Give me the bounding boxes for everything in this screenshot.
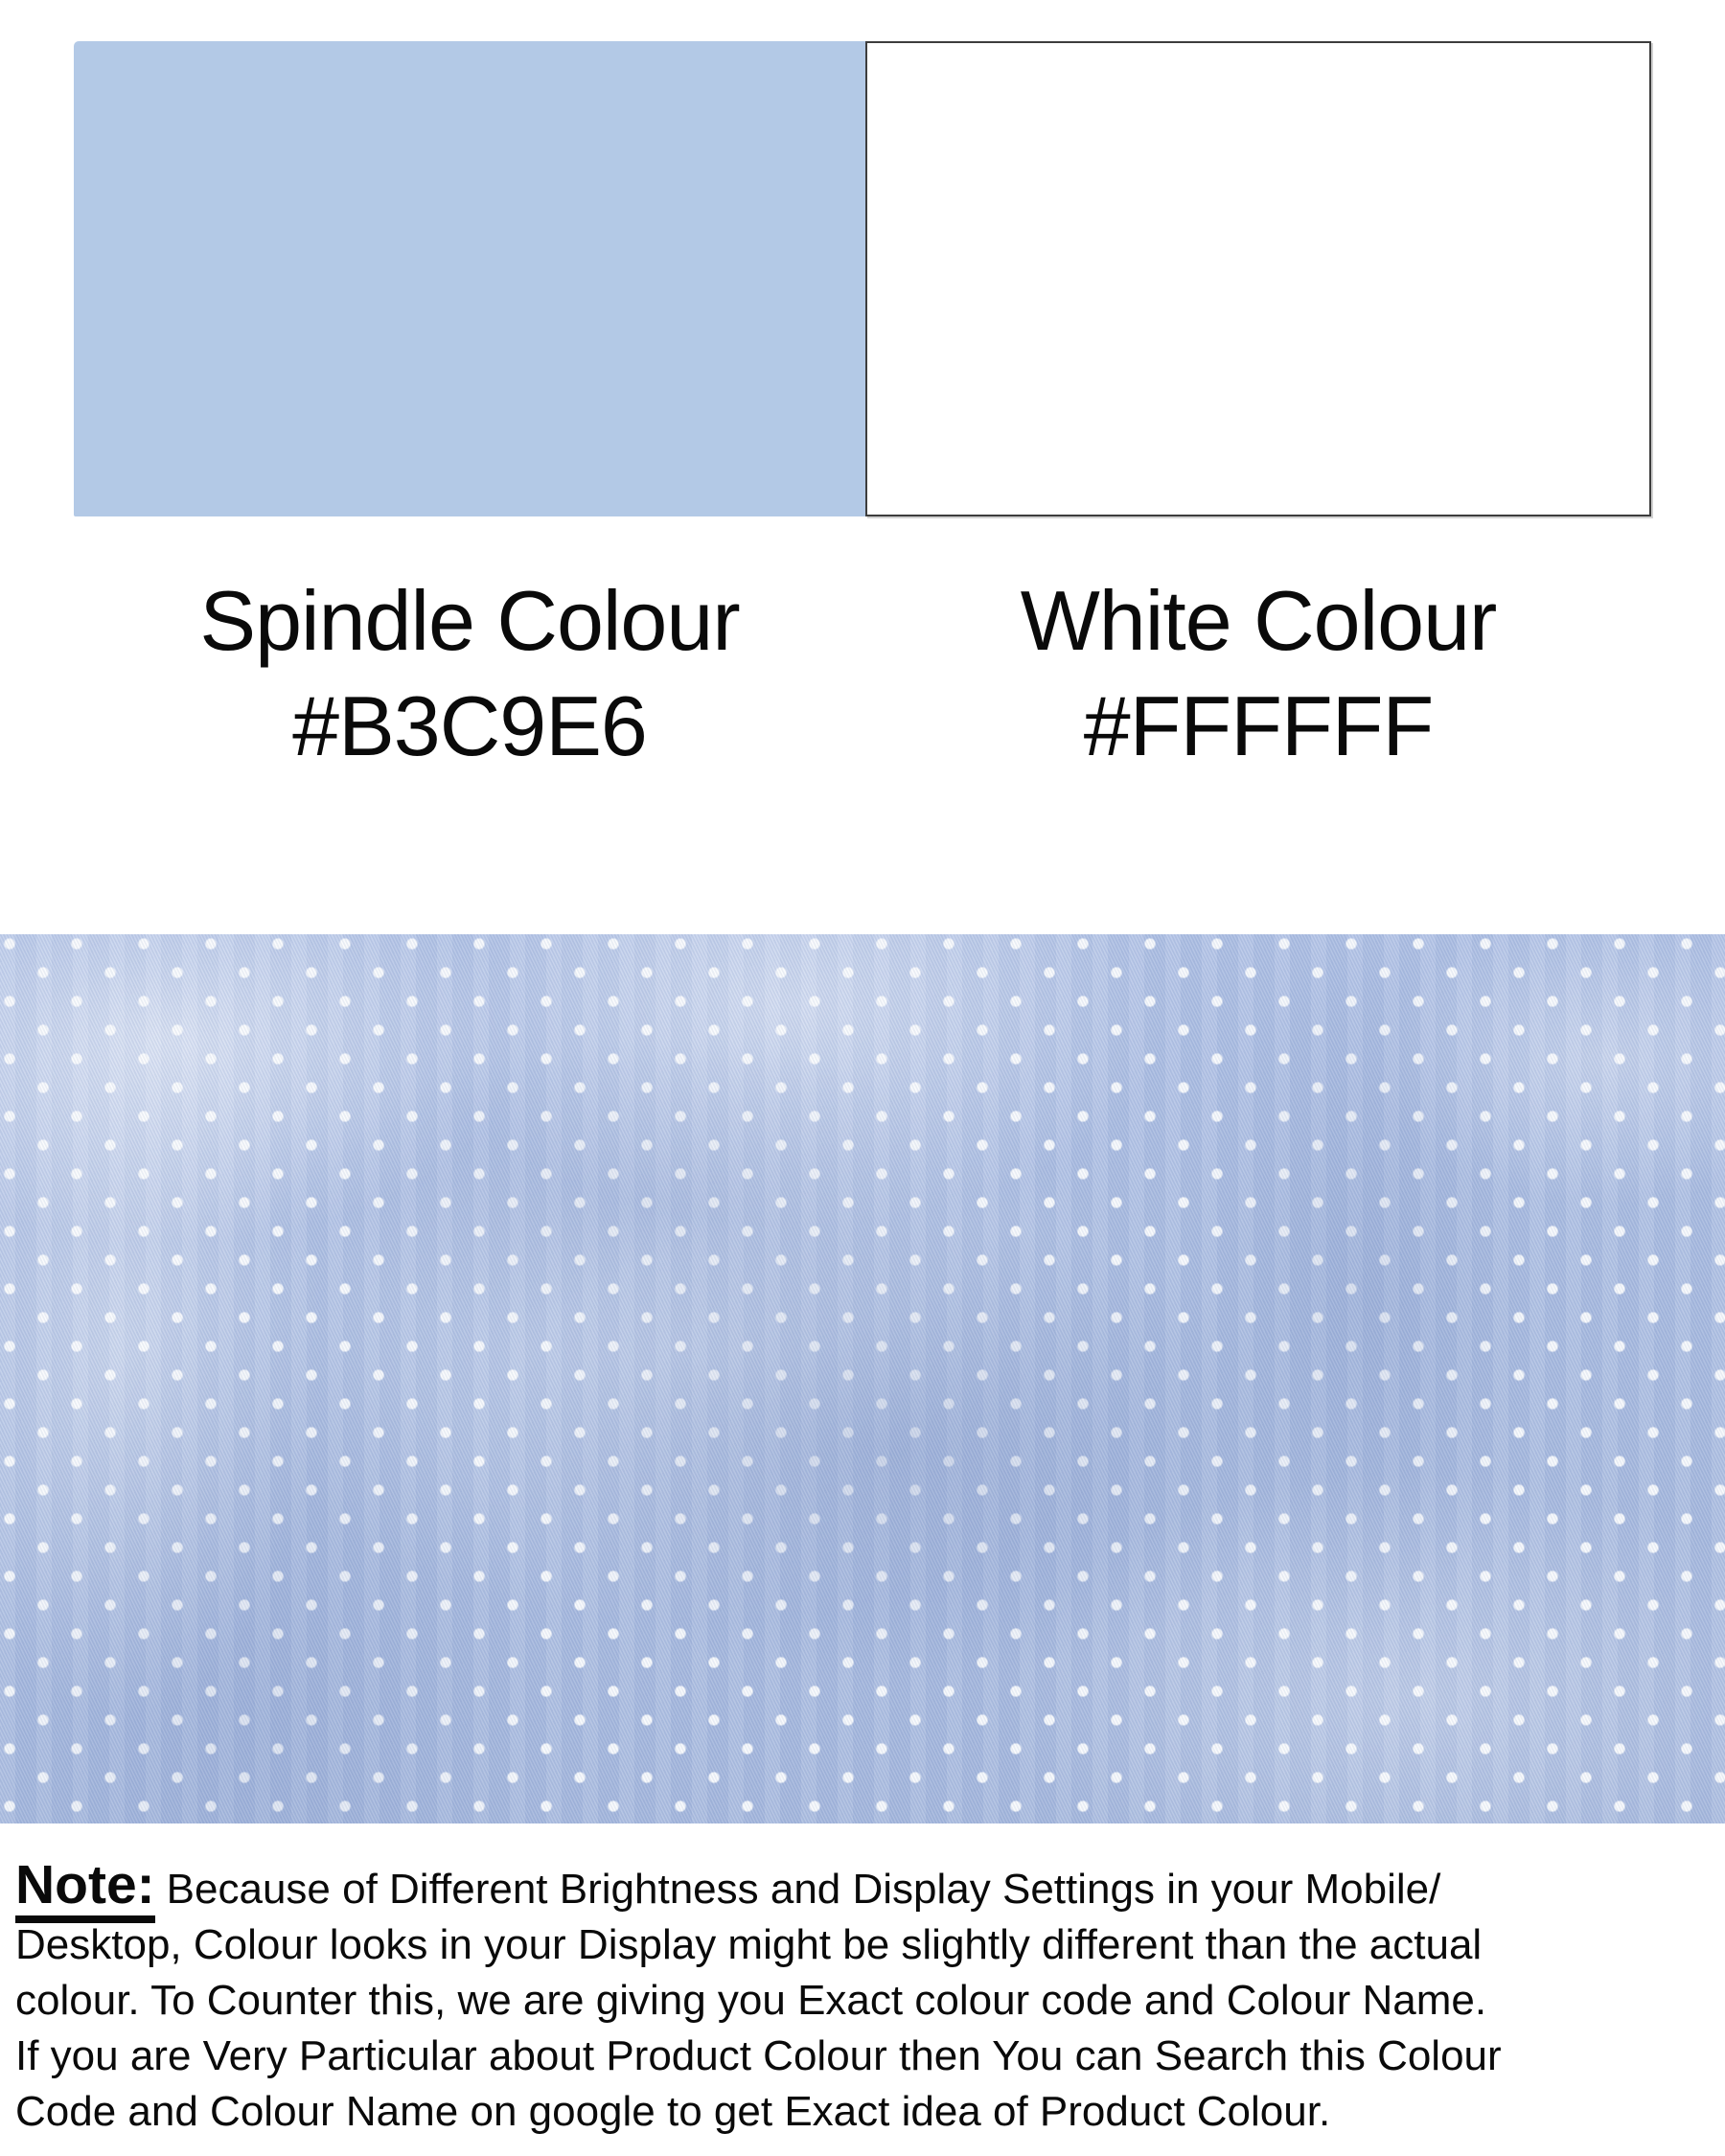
white-swatch-label xyxy=(865,568,1651,779)
note-line-4: If you are Very Particular about Product Colour then You can Search this Colour xyxy=(15,2032,1502,2079)
note-line-5: Code and Colour Name on google to get Exact idea of Product Colour. xyxy=(15,2088,1331,2135)
note-text-1: Because of Different Brightness and Display Settings in your Mobile/ xyxy=(166,1866,1441,1913)
fabric-swatch-photo xyxy=(0,934,1725,1823)
colour-note xyxy=(15,1854,1719,2140)
note-line-1 xyxy=(15,1854,1719,1917)
note-line-3: colour. To Counter this, we are giving you Exact colour code and Colour Name. xyxy=(15,1977,1487,2024)
note-line-2: Desktop, Colour looks in your Display might be slightly different than the actual xyxy=(15,1921,1483,1968)
white-color-swatch xyxy=(865,41,1651,516)
spindle-colour-name: Spindle Colour xyxy=(199,573,740,668)
spindle-swatch-label xyxy=(74,568,865,779)
note-label: Note: xyxy=(15,1854,155,1923)
spindle-colour-code: #B3C9E6 xyxy=(292,678,647,773)
spindle-color-swatch xyxy=(74,41,865,516)
white-colour-name: White Colour xyxy=(1020,573,1497,668)
white-colour-code: #FFFFFF xyxy=(1083,678,1434,773)
